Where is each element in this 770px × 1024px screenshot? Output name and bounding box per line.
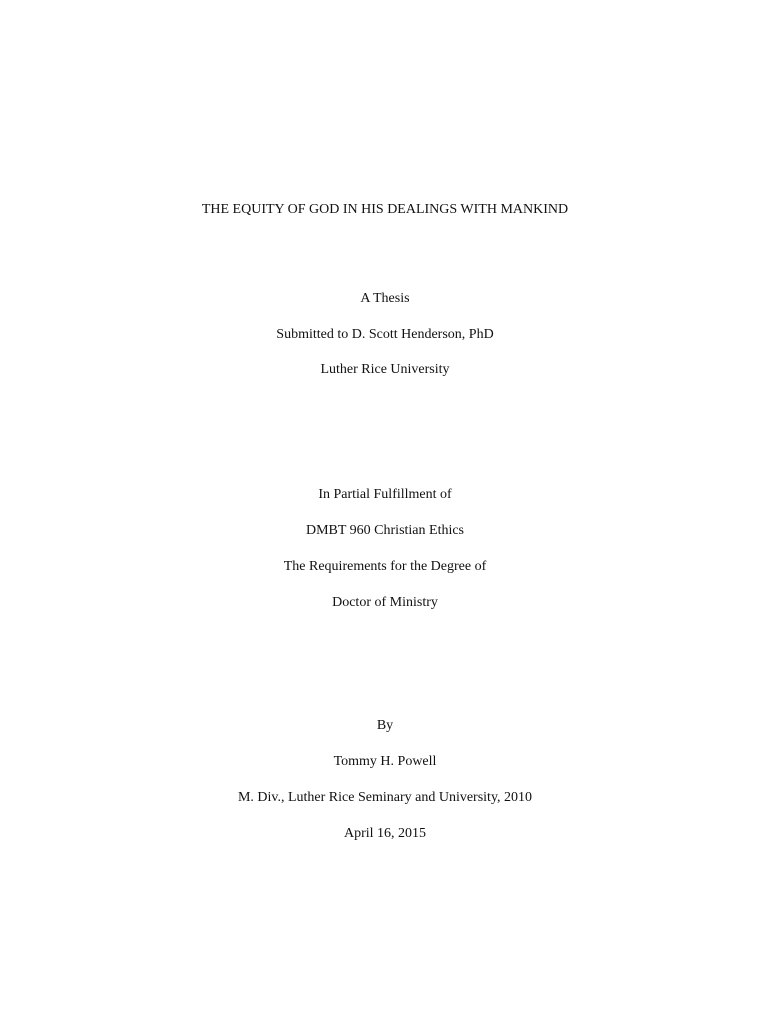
author-prior-degree: M. Div., Luther Rice Seminary and University, 2010: [237, 790, 533, 805]
thesis-title: THE EQUITY OF GOD IN HIS DEALINGS WITH MANKIND: [201, 202, 569, 217]
degree-name: Doctor of Ministry: [332, 595, 438, 610]
submitted-to: Submitted to D. Scott Henderson, PhD: [276, 327, 494, 342]
degree-requirements: The Requirements for the Degree of: [283, 559, 487, 574]
by-label: By: [376, 718, 394, 733]
submission-date: April 16, 2015: [343, 826, 427, 841]
fulfillment-intro: In Partial Fulfillment of: [318, 487, 452, 502]
document-type: A Thesis: [360, 291, 410, 306]
institution: Luther Rice University: [320, 362, 450, 377]
author-name: Tommy H. Powell: [333, 754, 437, 769]
course-name: DMBT 960 Christian Ethics: [305, 523, 465, 538]
